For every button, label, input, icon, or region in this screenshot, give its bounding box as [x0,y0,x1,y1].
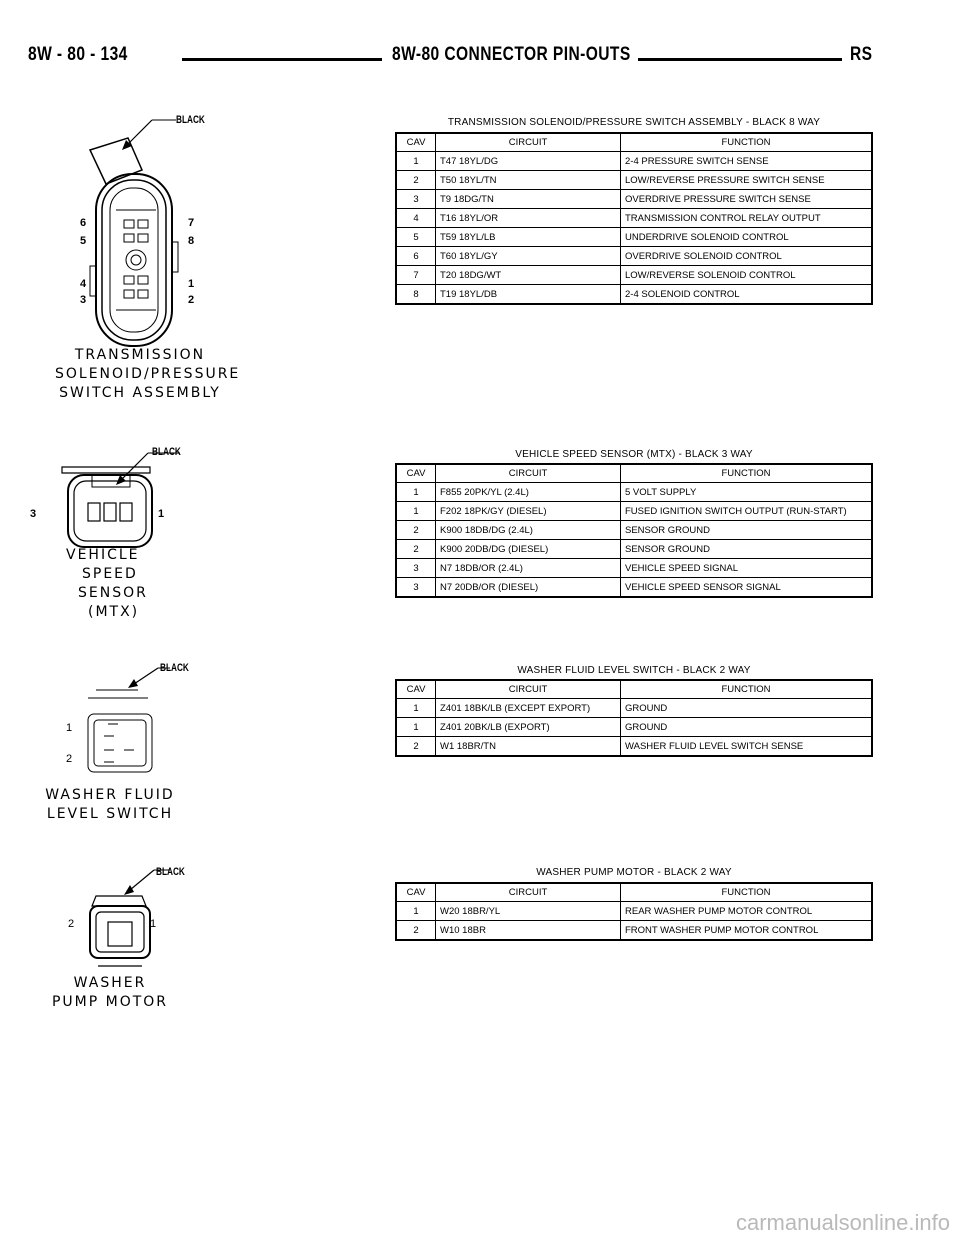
column-header: FUNCTION [621,133,873,152]
table-cell: 2 [396,921,436,941]
column-header: CIRCUIT [436,883,621,902]
table-cell: Z401 20BK/LB (EXPORT) [436,718,621,737]
pin-label: 1 [158,508,165,520]
caption-line: WASHER [73,975,147,991]
table-cell: REAR WASHER PUMP MOTOR CONTROL [621,902,873,921]
column-header: FUNCTION [621,883,873,902]
table-cell: Z401 18BK/LB (EXCEPT EXPORT) [436,699,621,718]
table-row [396,228,872,247]
table-cell: FRONT WASHER PUMP MOTOR CONTROL [621,921,873,941]
table-cell: SENSOR GROUND [621,521,873,540]
column-header: CIRCUIT [436,133,621,152]
connector-caption [35,974,185,1012]
table-cell: W1 18BR/TN [436,737,621,757]
vehicle-speed-sensor-diagram [50,445,200,555]
connector-caption [55,346,241,403]
caption-line: SENSOR [78,585,148,601]
table-cell: T19 18YL/DB [436,285,621,305]
table-cell: WASHER FLUID LEVEL SWITCH SENSE [621,737,873,757]
table-row [396,285,872,305]
table-header-row [396,464,872,483]
pinout-table [395,882,873,941]
table-cell: GROUND [621,699,873,718]
pin-label: 5 [80,235,87,247]
caption-line: SWITCH ASSEMBLY [59,385,221,401]
pin-label: 1 [188,278,195,290]
pin-label: 3 [30,508,37,520]
table-row [396,540,872,559]
column-header: CIRCUIT [436,680,621,699]
table-cell: VEHICLE SPEED SENSOR SIGNAL [621,578,873,598]
caption-line: LEVEL SWITCH [46,806,174,822]
caption-line: TRANSMISSION [74,347,206,363]
table-cell: 1 [396,152,436,171]
table-cell: 3 [396,559,436,578]
table-row [396,483,872,502]
table-row [396,559,872,578]
table-cell: 4 [396,209,436,228]
connector-caption [35,786,185,824]
pin-label: 2 [66,753,73,765]
diagram-color-label: BLACK [176,114,205,126]
table-cell: 1 [396,502,436,521]
table-cell: 2 [396,171,436,190]
table-cell: W20 18BR/YL [436,902,621,921]
table-cell: 1 [396,902,436,921]
caption-line: SOLENOID/PRESSURE [55,366,241,382]
table-cell: 5 VOLT SUPPLY [621,483,873,502]
table-cell: T9 18DG/TN [436,190,621,209]
table-cell: 1 [396,699,436,718]
table-row [396,578,872,598]
pin-label: 7 [188,217,195,229]
table-cell: N7 18DB/OR (2.4L) [436,559,621,578]
table-cell: 2-4 PRESSURE SWITCH SENSE [621,152,873,171]
caption-line: WASHER FLUID [45,787,175,803]
table-cell: 1 [396,718,436,737]
header-rule-left [182,58,382,61]
table-cell: 8 [396,285,436,305]
table-cell: 6 [396,247,436,266]
pin-label: 2 [188,294,195,306]
table-row [396,171,872,190]
diagram-color-label: BLACK [156,866,185,878]
table-cell: T47 18YL/DG [436,152,621,171]
table-header-row [396,680,872,699]
table-row [396,718,872,737]
table-row [396,209,872,228]
column-header: CAV [396,133,436,152]
pin-label: 4 [80,278,87,290]
connector-caption [40,546,190,622]
table-row [396,152,872,171]
table-header-row [396,133,872,152]
table-row [396,921,872,941]
page-number: 8W - 80 - 134 [28,44,128,65]
transmission-connector-diagram [60,110,250,350]
model-code: RS [850,44,873,65]
table-row [396,266,872,285]
diagram-color-label: BLACK [152,446,181,458]
page-title: 8W-80 CONNECTOR PIN-OUTS [392,44,631,65]
connector-table-title: TRANSMISSION SOLENOID/PRESSURE SWITCH ASSEMBLY - BLACK 8 WAY [447,117,821,128]
pin-label: 1 [150,918,157,930]
table-row [396,521,872,540]
table-cell: OVERDRIVE SOLENOID CONTROL [621,247,873,266]
pinout-table [395,132,873,305]
table-cell: F855 20PK/YL (2.4L) [436,483,621,502]
table-cell: K900 20DB/DG (DIESEL) [436,540,621,559]
pinout-table [395,679,873,757]
table-cell: LOW/REVERSE PRESSURE SWITCH SENSE [621,171,873,190]
table-cell: UNDERDRIVE SOLENOID CONTROL [621,228,873,247]
table-cell: K900 18DB/DG (2.4L) [436,521,621,540]
column-header: CIRCUIT [436,464,621,483]
diagram-color-label: BLACK [160,662,189,674]
caption-line: VEHICLE [66,547,140,563]
table-row [396,699,872,718]
table-cell: F202 18PK/GY (DIESEL) [436,502,621,521]
table-cell: GROUND [621,718,873,737]
pinout-table [395,463,873,598]
table-cell: W10 18BR [436,921,621,941]
table-cell: FUSED IGNITION SWITCH OUTPUT (RUN-START) [621,502,873,521]
column-header: FUNCTION [621,464,873,483]
connector-table-title: WASHER FLUID LEVEL SWITCH - BLACK 2 WAY [517,665,751,676]
table-cell: T50 18YL/TN [436,171,621,190]
table-cell: N7 20DB/OR (DIESEL) [436,578,621,598]
pin-label: 6 [80,217,87,229]
table-header-row [396,883,872,902]
table-row [396,247,872,266]
column-header: CAV [396,680,436,699]
page-header [28,44,876,74]
table-row [396,737,872,757]
caption-line: PUMP MOTOR [51,994,169,1010]
column-header: CAV [396,464,436,483]
table-cell: VEHICLE SPEED SIGNAL [621,559,873,578]
table-cell: OVERDRIVE PRESSURE SWITCH SENSE [621,190,873,209]
header-rule-right [638,58,842,61]
table-row [396,502,872,521]
column-header: FUNCTION [621,680,873,699]
caption-line: (MTX) [88,604,140,620]
pin-label: 3 [80,294,87,306]
table-cell: 7 [396,266,436,285]
table-cell: 2-4 SOLENOID CONTROL [621,285,873,305]
caption-line: SPEED [82,566,138,582]
table-cell: LOW/REVERSE SOLENOID CONTROL [621,266,873,285]
connector-table-title: VEHICLE SPEED SENSOR (MTX) - BLACK 3 WAY [515,449,753,460]
pin-label: 2 [68,918,75,930]
washer-fluid-level-switch-diagram [76,660,196,780]
table-cell: 1 [396,483,436,502]
table-cell: TRANSMISSION CONTROL RELAY OUTPUT [621,209,873,228]
table-row [396,190,872,209]
washer-pump-motor-diagram [70,862,190,974]
table-cell: T20 18DG/WT [436,266,621,285]
table-cell: T59 18YL/LB [436,228,621,247]
watermark: carmanualsonline.info [735,1210,950,1235]
column-header: CAV [396,883,436,902]
table-cell: T16 18YL/OR [436,209,621,228]
connector-table-title: WASHER PUMP MOTOR - BLACK 2 WAY [536,867,732,878]
table-cell: 3 [396,578,436,598]
table-cell: 3 [396,190,436,209]
table-cell: 2 [396,521,436,540]
table-row [396,902,872,921]
table-cell: T60 18YL/GY [436,247,621,266]
table-cell: 5 [396,228,436,247]
table-cell: SENSOR GROUND [621,540,873,559]
pin-label: 8 [188,235,195,247]
table-cell: 2 [396,540,436,559]
pin-label: 1 [66,722,73,734]
table-cell: 2 [396,737,436,757]
